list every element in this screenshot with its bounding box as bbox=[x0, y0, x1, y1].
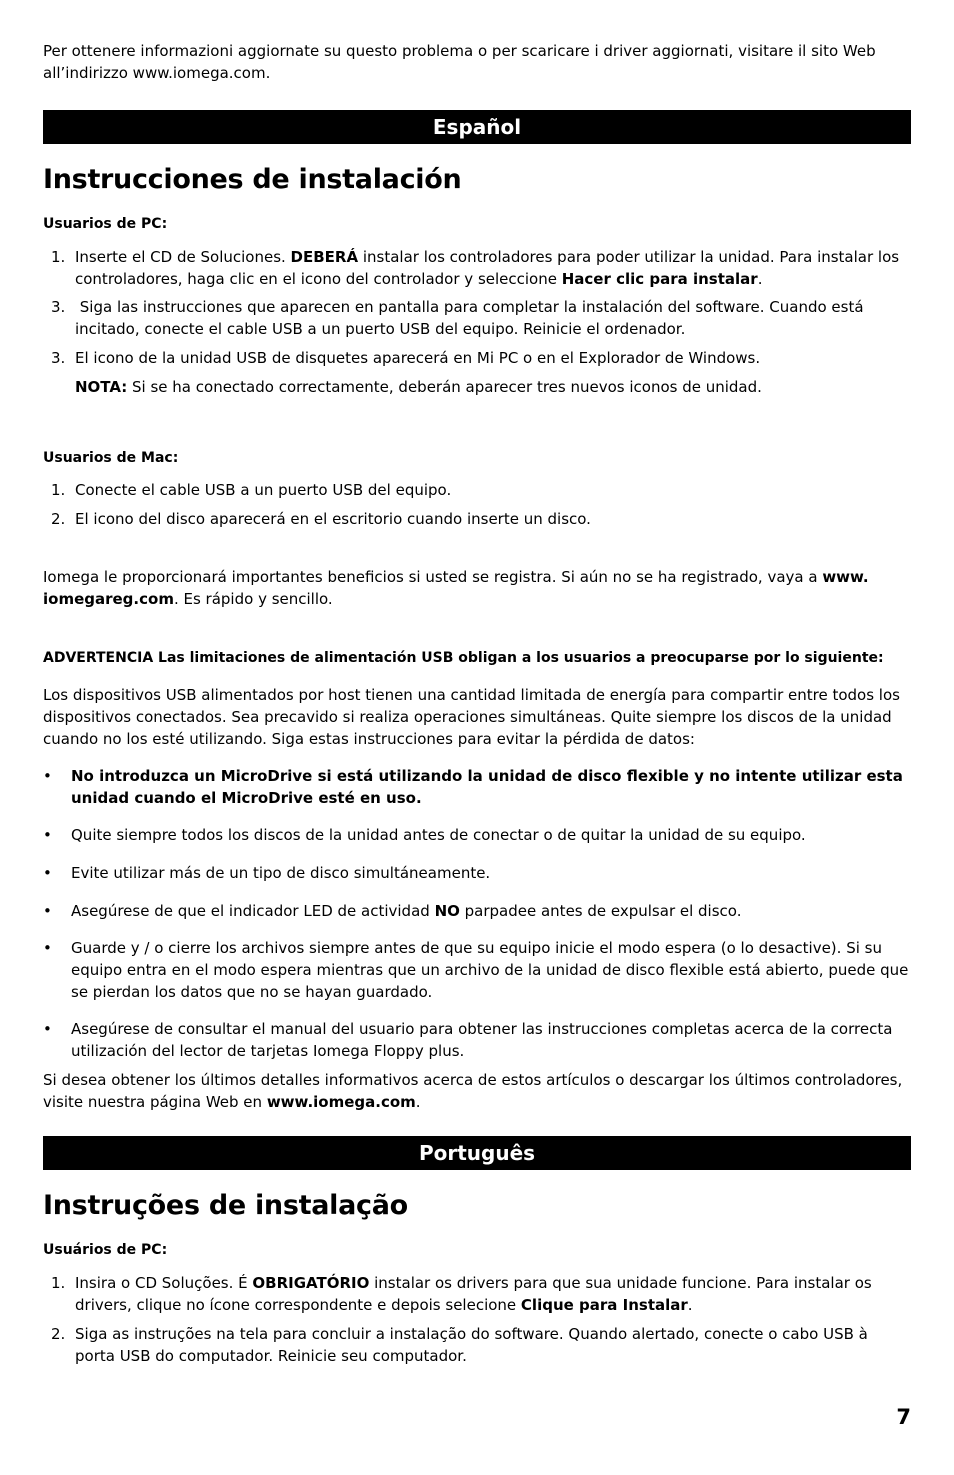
bullet-text: Evite utilizar más de un tipo de disco simultáneamente. bbox=[71, 864, 491, 882]
es-title: Instrucciones de instalación bbox=[43, 164, 462, 195]
step-number: 3. bbox=[51, 298, 66, 316]
bullet-icon: • bbox=[43, 1020, 52, 1038]
step-text: Insira o CD Soluções. É OBRIGATÓRIO instalar os drivers para que sua unidade funcione. Para instalar os drivers, clique no ícone correspondente e depois selecione Clique para Instalar. bbox=[75, 1274, 872, 1314]
bullet-icon: • bbox=[43, 864, 52, 882]
step-text: El icono del disco aparecerá en el escritorio cuando inserte un disco. bbox=[75, 510, 591, 528]
es-closing-paragraph: Si desea obtener los últimos detalles informativos acerca de estos artículos o descargar los últimos controladores, visite nuestra página Web en www.iomega.com. bbox=[43, 1071, 903, 1111]
bullet-icon: • bbox=[43, 902, 52, 920]
bullet-text: Asegúrese de que el indicador LED de actividad NO parpadee antes de expulsar el disco. bbox=[71, 902, 742, 920]
bullet-text: Quite siempre todos los discos de la unidad antes de conectar o de quitar la unidad de su equipo. bbox=[71, 826, 806, 844]
intro-paragraph-it: Per ottenere informazioni aggiornate su questo problema o per scaricare i driver aggiornati, visitare il sito Web all’indirizzo www.iomega.com. bbox=[43, 42, 876, 82]
step-number: 2. bbox=[51, 510, 66, 528]
bullet-text: No introduzca un MicroDrive si está utilizando la unidad de disco flexible y no intente utilizar esta unidad cuando el MicroDrive esté en uso. bbox=[71, 767, 903, 807]
bullet-text: Guarde y / o cierre los archivos siempre antes de que su equipo inicie el modo espera (o lo desactive). Si su equipo entra en el modo espera mientras que un archivo de la unidad de disco flexible está abierto, puede que se pierdan los datos que no se hayan guardado. bbox=[71, 939, 909, 1001]
es-note: NOTA: Si se ha conectado correctamente, deberán aparecer tres nuevos iconos de unidad. bbox=[75, 378, 762, 396]
note-label: NOTA: bbox=[75, 378, 128, 396]
es-warning-heading: ADVERTENCIA Las limitaciones de alimentación USB obligan a los usuarios a preocuparse por lo siguiente: bbox=[43, 650, 884, 666]
bullet-text: Asegúrese de consultar el manual del usuario para obtener las instrucciones completas acerca de la correcta utilización del lector de tarjetas Iomega Floppy plus. bbox=[71, 1020, 893, 1060]
bullet-icon: • bbox=[43, 826, 52, 844]
step-number: 2. bbox=[51, 1325, 66, 1343]
step-text: El icono de la unidad USB de disquetes aparecerá en Mi PC o en el Explorador de Windows. bbox=[75, 349, 761, 367]
step-number: 1. bbox=[51, 481, 66, 499]
bullet-icon: • bbox=[43, 939, 52, 957]
iomega-link[interactable]: www.iomega.com bbox=[266, 1093, 416, 1111]
section-band-espanol: Español bbox=[43, 110, 911, 144]
step-number: 1. bbox=[51, 1274, 66, 1292]
es-mac-heading: Usuarios de Mac: bbox=[43, 450, 179, 466]
page-number: 7 bbox=[896, 1405, 911, 1429]
section-band-portugues: Português bbox=[43, 1136, 911, 1170]
step-number: 3. bbox=[51, 349, 66, 367]
es-pc-heading: Usuarios de PC: bbox=[43, 216, 168, 232]
register-link[interactable]: www. iomegareg.com bbox=[43, 568, 869, 608]
step-text: Inserte el CD de Soluciones. DEBERÁ instalar los controladores para poder utilizar la unidad. Para instalar los controladores, haga clic en el icono del controlador y seleccione Hacer clic para instalar. bbox=[75, 248, 900, 288]
step-number: 1. bbox=[51, 248, 66, 266]
pt-title: Instruções de instalação bbox=[43, 1190, 408, 1221]
step-text: Conecte el cable USB a un puerto USB del equipo. bbox=[75, 481, 452, 499]
pt-pc-heading: Usuários de PC: bbox=[43, 1242, 168, 1258]
bullet-icon: • bbox=[43, 767, 52, 785]
step-text: Siga as instruções na tela para concluir a instalação do software. Quando alertado, conecte o cabo USB à porta USB do computador. Reinicie seu computador. bbox=[75, 1325, 868, 1365]
es-register-paragraph: Iomega le proporcionará importantes beneficios si usted se registra. Si aún no se ha registrado, vaya a www. iomegareg.com. Es rápido y sencillo. bbox=[43, 568, 869, 608]
es-warning-paragraph: Los dispositivos USB alimentados por host tienen una cantidad limitada de energía para compartir entre todos los dispositivos conectados. Sea precavido si realiza operaciones simultáneas. Quite siempre los discos de la unidad cuando no los esté utilizando. Siga estas instrucciones para evitar la pérdida de datos: bbox=[43, 686, 900, 748]
step-text: Siga las instrucciones que aparecen en pantalla para completar la instalación del software. Cuando está incitado, conecte el cable USB a un puerto USB del equipo. Reinicie el ordenador. bbox=[75, 298, 869, 338]
